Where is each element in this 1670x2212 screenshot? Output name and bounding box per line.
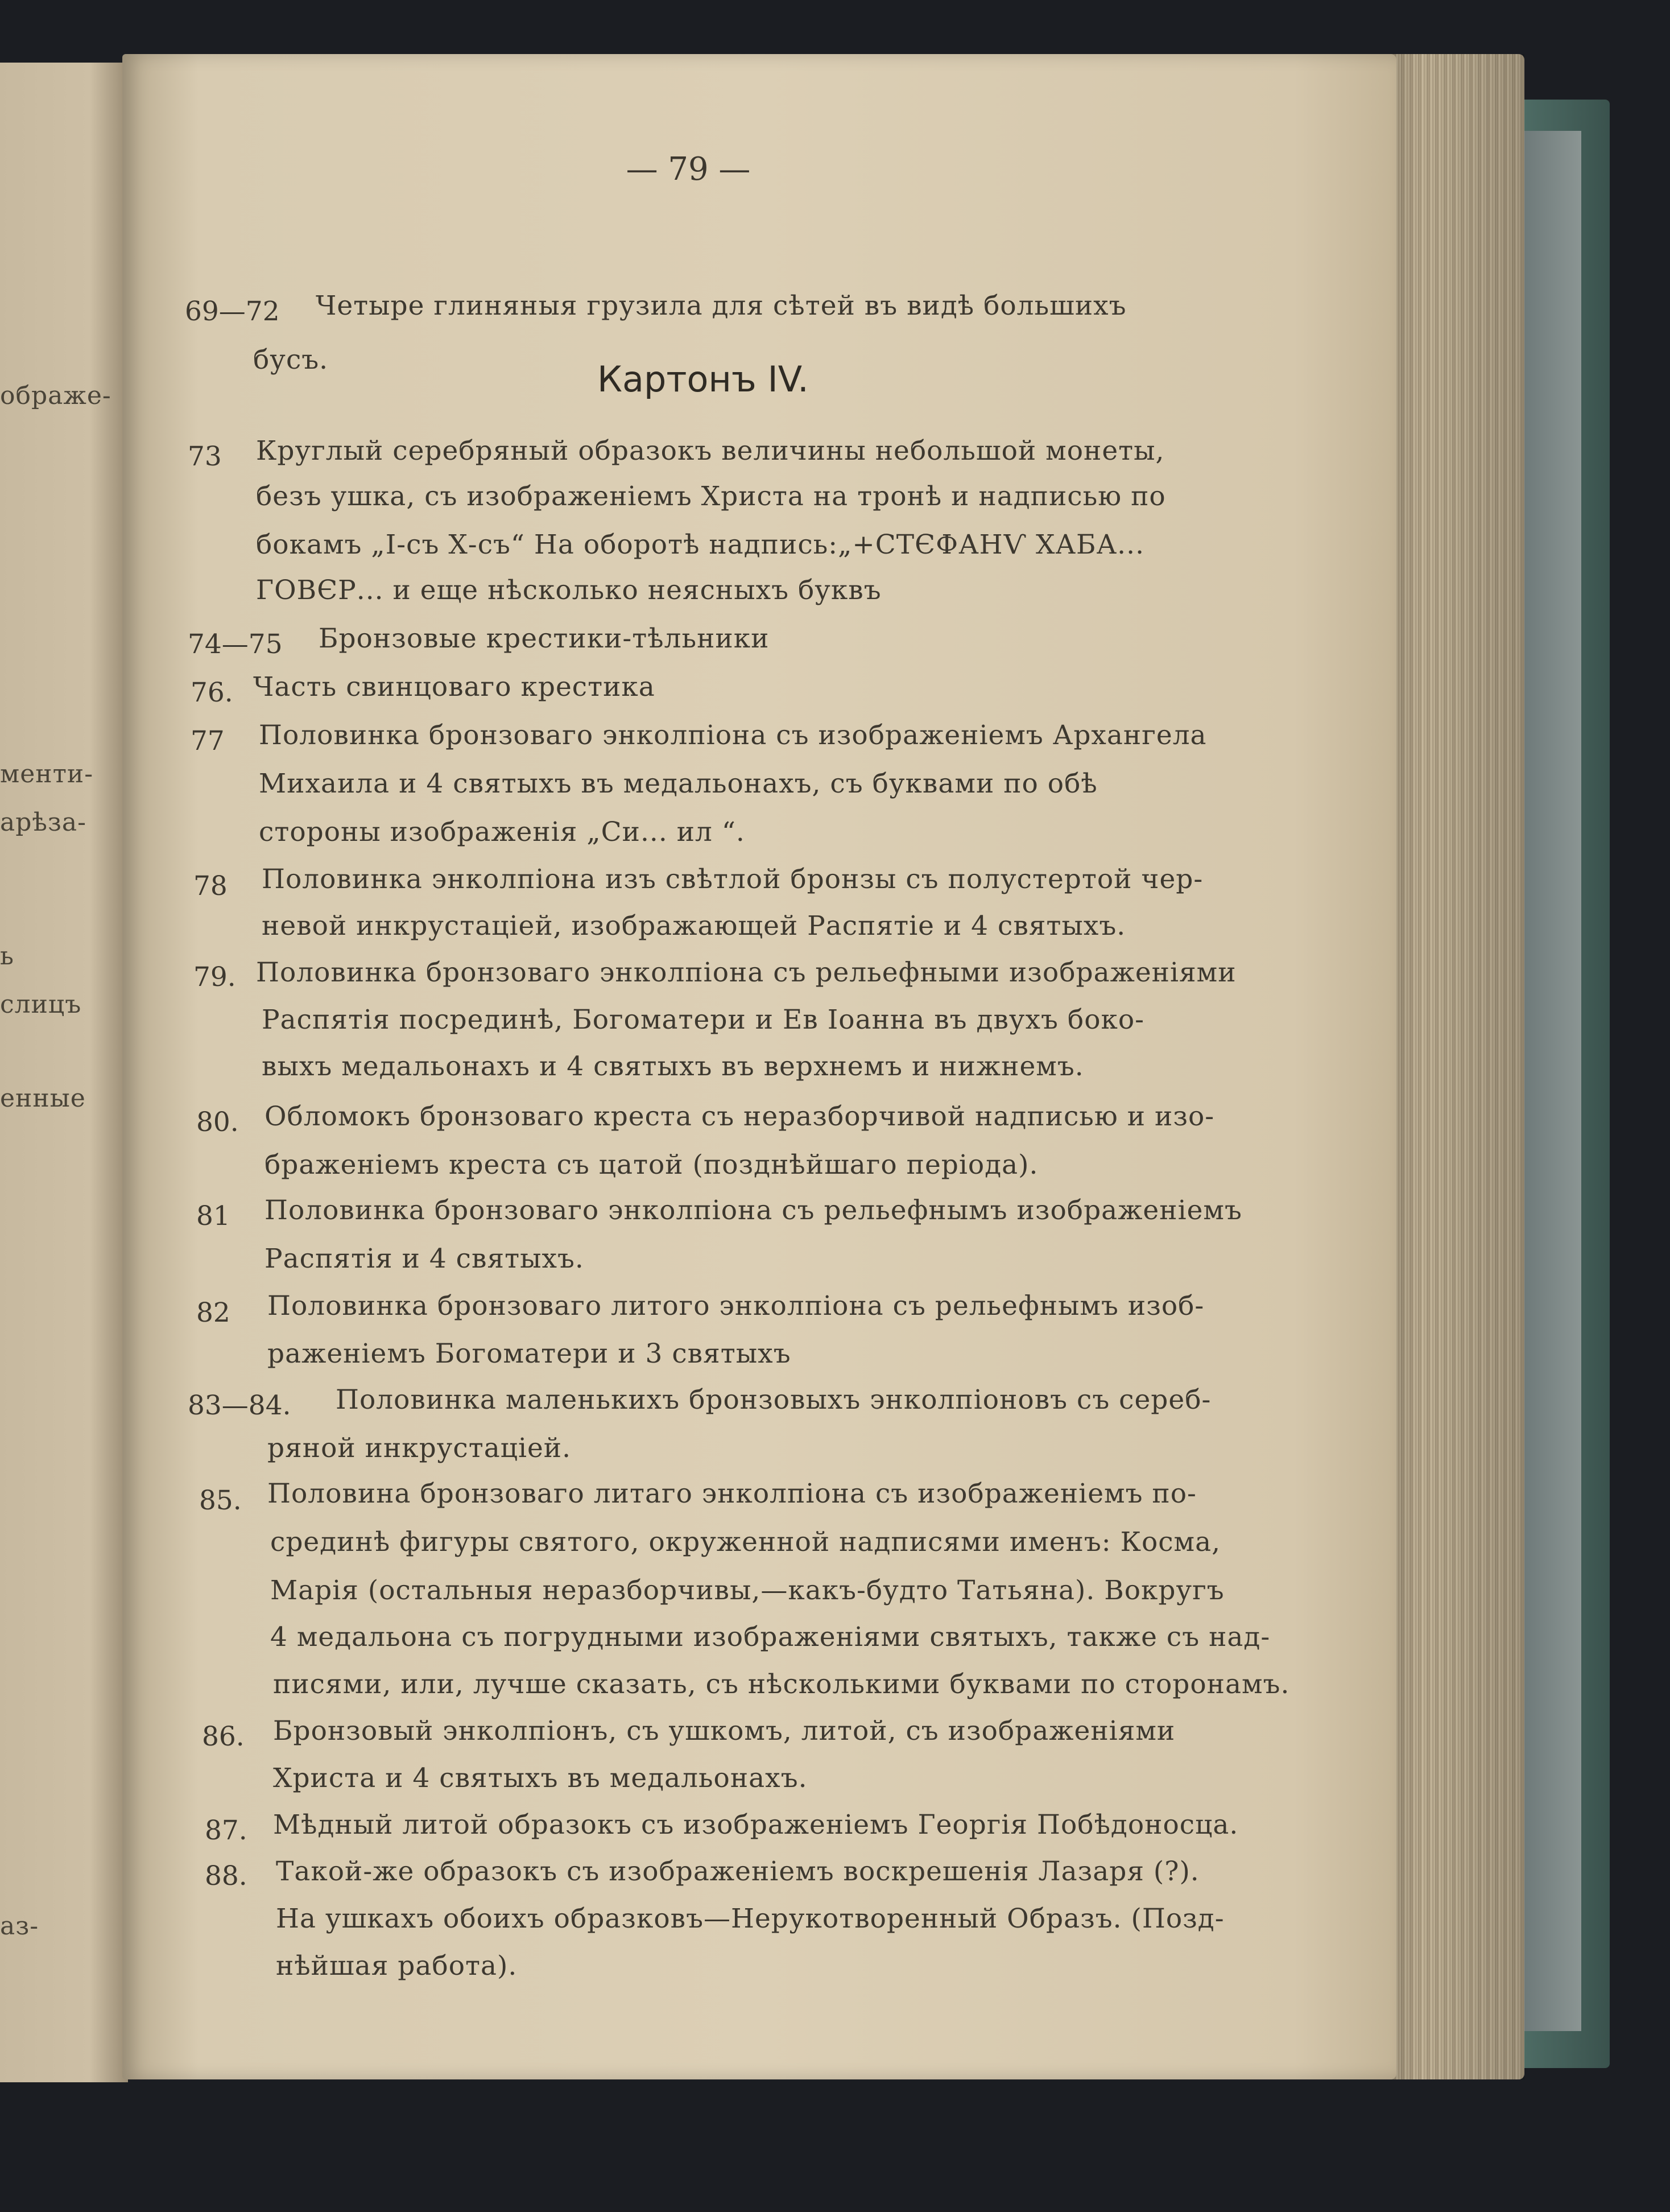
entry-number: 85. <box>199 1485 242 1516</box>
entry-number: 86. <box>202 1721 245 1752</box>
entry-line: Половинка бронзоваго энколпіона съ рельефными изображеніями <box>256 957 1237 988</box>
entry-line: Бронзовые крестики-тѣльники <box>319 623 770 654</box>
page-edges <box>1376 54 1524 2079</box>
entry-number: 76. <box>191 677 233 708</box>
entry-line: ГОВЄР... и еще нѣсколько неясныхъ буквъ <box>256 575 882 606</box>
entry-line: Михаила и 4 святыхъ въ медальонахъ, съ буквами по обѣ <box>259 768 1098 799</box>
left-page-fragment: аз- <box>0 1912 39 1941</box>
entry-number: 83—84. <box>188 1390 291 1421</box>
entry-line: Часть свинцоваго крестика <box>253 671 655 703</box>
left-page-fragment: ь <box>0 942 14 971</box>
entry-number: 77 <box>191 725 225 757</box>
entry-line: срединѣ фигуры святого, окруженной надписями именъ: Косма, <box>270 1526 1221 1558</box>
entry-line: Христа и 4 святыхъ въ медальонахъ. <box>273 1763 808 1794</box>
entry-line: Мѣдный литой образокъ съ изображеніемъ Георгія Побѣдоносца. <box>273 1809 1239 1840</box>
entry-line: выхъ медальонахъ и 4 святыхъ въ верхнемъ и нижнемъ. <box>262 1051 1084 1082</box>
entry-line: Половинка маленькихъ бронзовыхъ энколпіоновъ съ сереб- <box>336 1384 1212 1415</box>
entry-line: Марія (остальныя неразборчивы,—какъ-будто Татьяна). Вокругъ <box>270 1575 1225 1606</box>
entry-number: 79. <box>193 961 236 993</box>
left-page-fragment: слицъ <box>0 990 82 1019</box>
entry-line: Половинка бронзоваго энколпіона съ изображеніемъ Архангела <box>259 720 1207 751</box>
entry-line: На ушкахъ обоихъ образковъ—Нерукотворенный Образъ. (Позд- <box>276 1903 1225 1934</box>
entry-number: 80. <box>196 1107 239 1138</box>
entry-number: 88. <box>205 1860 247 1892</box>
section-heading: Картонъ IV. <box>597 358 809 400</box>
entry-number: 78 <box>193 870 228 902</box>
entry-line: безъ ушка, съ изображеніемъ Христа на тронѣ и надписью по <box>256 481 1166 512</box>
entry-line: Обломокъ бронзоваго креста съ неразборчивой надписью и изо- <box>264 1101 1215 1132</box>
entry-line: Половинка бронзоваго энколпіона съ рельефнымъ изображеніемъ <box>264 1195 1242 1226</box>
entry-line: Половина бронзоваго литаго энколпіона съ изображеніемъ по- <box>267 1478 1197 1509</box>
entry-line: бокамъ „І-съ Х-съ“ На оборотѣ надпись:„+СТЄФАНѴ ХАБА... <box>256 529 1145 560</box>
left-page-fragment: менти- <box>0 760 94 789</box>
cover-board <box>1519 131 1581 2031</box>
left-page-fragment: арѣза- <box>0 808 87 837</box>
left-page <box>0 63 128 2082</box>
entry-line: Половинка энколпіона изъ свѣтлой бронзы съ полустертой чер- <box>262 864 1204 895</box>
entry-line: Распятія посрединѣ, Богоматери и Ев Іоанна въ двухъ боко- <box>262 1004 1145 1035</box>
entry-line: невой инкрустаціей, изображающей Распятіе и 4 святыхъ. <box>262 910 1126 942</box>
entry-line: Половинка бронзоваго литого энколпіона съ рельефнымъ изоб- <box>267 1290 1205 1322</box>
entry-line: раженіемъ Богоматери и 3 святыхъ <box>267 1338 791 1369</box>
entry-line: бусъ. <box>253 344 329 375</box>
left-page-fragment: ображе- <box>0 381 111 410</box>
entry-line: писями, или, лучше сказать, съ нѣсколькими буквами по сторонамъ. <box>273 1669 1290 1700</box>
entry-line: ряной инкрустаціей. <box>267 1433 572 1464</box>
entry-number: 87. <box>205 1815 247 1846</box>
page-number: — 79 — <box>626 151 751 188</box>
entry-line: браженіемъ креста съ цатой (позднѣйшаго періода). <box>264 1149 1039 1181</box>
entry-number: 74—75 <box>188 629 283 660</box>
entry-line: Четыре глиняныя грузила для сѣтей въ видѣ большихъ <box>316 290 1127 321</box>
entry-line: нѣйшая работа). <box>276 1950 518 1982</box>
entry-line: Такой-же образокъ съ изображеніемъ воскрешенія Лазаря (?). <box>276 1856 1200 1887</box>
entry-number: 73 <box>188 441 222 472</box>
entry-line: Бронзовый энколпіонъ, съ ушкомъ, литой, съ изображеніями <box>273 1715 1176 1747</box>
left-page-fragment: енные <box>0 1084 86 1113</box>
entry-line: Распятія и 4 святыхъ. <box>264 1243 584 1274</box>
entry-number: 81 <box>196 1200 230 1232</box>
entry-line: стороны изображенія „Си... ил “. <box>259 816 745 848</box>
entry-number: 82 <box>196 1297 230 1328</box>
entry-number: 69—72 <box>185 296 280 327</box>
entry-line: Круглый серебряный образокъ величины небольшой монеты, <box>256 435 1165 467</box>
entry-line: 4 медальона съ погрудными изображеніями святыхъ, также съ над- <box>270 1621 1271 1653</box>
